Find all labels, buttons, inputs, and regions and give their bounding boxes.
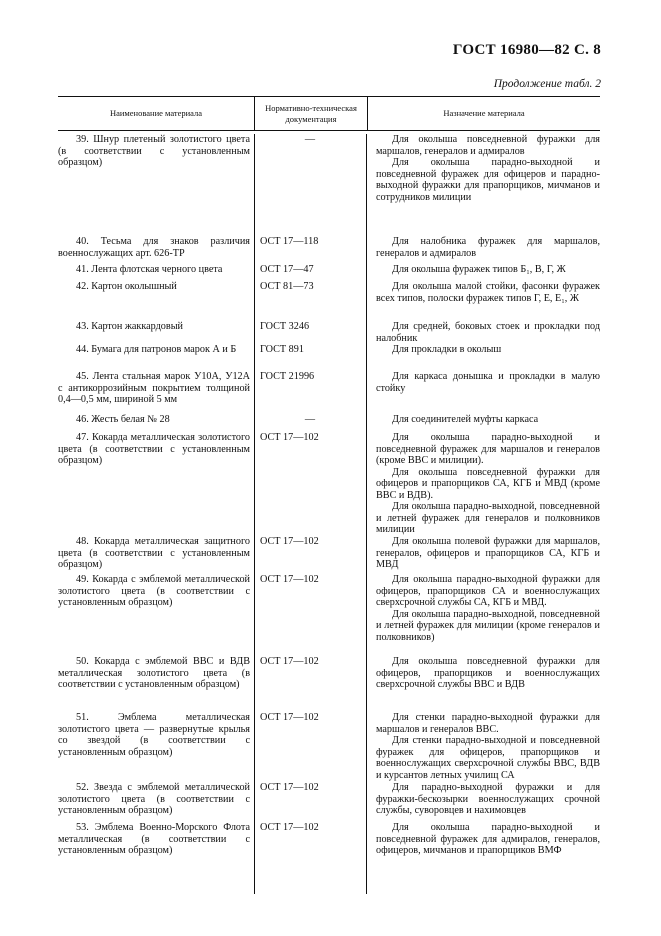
normative-doc-cell: ГОСТ 3246 [260,321,310,332]
material-name-cell: 42. Картон околышный [76,281,177,292]
purpose-cell [366,371,600,414]
material-name-cell: 48. Кокарда металлическая защитного цвета (в соответствии с установленным образцом) [58,536,250,570]
purpose-paragraph: Для средней, боковых стоек и прокладки под налобник [376,321,600,344]
purpose-paragraph: Для налобника фуражек для маршалов, генералов и адмиралов [376,236,600,259]
purpose-paragraph: Для околыша малой стойки, фасонки фуражек всех типов, полоски фуражек типов Г, Е, Е₁, Ж [376,281,600,304]
normative-doc-cell: ОСТ 17—102 [260,656,319,667]
table-continuation-label: Продолжение табл. 2 [493,78,601,90]
purpose-paragraph: Для прокладки в околыш [392,344,502,355]
purpose-cell [366,414,600,432]
column-header-purpose: Назначение материала [443,108,525,119]
purpose-cell [366,264,600,281]
purpose-cell [366,574,600,656]
purpose-paragraph: Для околыша парадно-выходной, повседневной и летней фуражек для милиции (кроме генералов и полковников) [376,608,600,643]
table-row [58,574,600,656]
material-name-cell: 53. Эмблема Военно-Морского Флота металлическая (в соответствии с установленным образцом) [58,822,250,856]
purpose-paragraph: Для стенки парадно-выходной фуражки для маршалов и генералов ВВС. [376,712,600,735]
purpose-paragraph: Для околыша парадно-выходной и повседневной фуражек для маршалов и генералов (кроме ВВС и милиции). [376,432,600,466]
table-row [58,134,600,236]
material-name-cell: 45. Лента стальная марок У10А, У12А с антикоррозийным покрытием толщиной 0,4—0,5 мм, шириной 5 мм [58,371,250,405]
table-row [58,712,600,782]
purpose-paragraph: Для каркаса донышка и прокладки в малую стойку [376,371,600,394]
purpose-paragraph: Для околыша повседневной фуражки для маршалов, генералов и адмиралов [376,134,600,157]
material-name-cell: 51. Эмблема металлическая золотистого цвета — развернутые крылья со звездой (в соответствии с установленным образцом) [58,712,250,758]
material-name-cell: 46. Жесть белая № 28 [76,414,170,425]
purpose-paragraph: Для соединителей муфты каркаса [392,414,539,425]
normative-doc-cell: ОСТ 17—47 [260,264,314,275]
purpose-paragraph: Для парадно-выходной фуражки и для фуражки-бескозырки военнослужащих срочной службы, суворовцев и нахимовцев [376,782,600,816]
normative-doc-cell: — [304,414,316,425]
table-row [58,321,600,344]
column-divider [254,134,255,894]
table-header [58,96,600,131]
normative-doc-cell: — [304,134,316,145]
purpose-paragraph: Для околыша повседневной фуражки для офицеров, прапорщиков и военнослужащих сверхсрочной службы ВВС и ВДВ [376,656,600,690]
table-row [58,344,600,371]
purpose-cell [366,432,600,536]
material-name-cell: 52. Звезда с эмблемой металлической золотистого цвета (в соответствии с установленным образцом) [58,782,250,816]
table-row [58,822,600,857]
material-name-cell: 41. Лента флотская черного цвета [76,264,223,275]
normative-doc-cell: ОСТ 17—102 [260,432,319,443]
purpose-cell [366,281,600,321]
column-divider [366,134,367,894]
materials-table [58,96,600,894]
normative-doc-cell: ГОСТ 891 [260,344,304,355]
purpose-paragraph: Для околыша парадно-выходной, повседневной и летней фуражек для генералов и полковников милиции [376,501,600,535]
purpose-cell [366,782,600,822]
table-row [58,782,600,822]
purpose-cell [366,536,600,574]
purpose-paragraph: Для околыша парадно-выходной и повседневной фуражек для адмиралов, генералов, офицеров, мичманов и прапорщиков ВМФ [376,822,600,856]
normative-doc-cell: ОСТ 17—102 [260,712,319,723]
page-reference: ГОСТ 16980—82 С. 8 [452,42,601,58]
purpose-cell [366,236,600,264]
material-name-cell: 50. Кокарда с эмблемой ВВС и ВДВ металлическая золотистого цвета (в соответствии с установленным образцом) [58,656,250,690]
table-row [58,264,600,281]
material-name-cell: 40. Тесьма для знаков различия военнослужащих арт. 626-ТР [58,236,250,259]
normative-doc-cell: ОСТ 17—102 [260,822,319,833]
normative-doc-cell: ОСТ 81—73 [260,281,314,292]
material-name-cell: 39. Шнур плетеный золотистого цвета (в соответствии с установленным образцом) [58,134,250,168]
table-row [58,281,600,321]
table-row [58,656,600,712]
normative-doc-cell: ОСТ 17—102 [260,536,319,547]
normative-doc-cell: ОСТ 17—102 [260,574,319,585]
normative-doc-cell: ГОСТ 21996 [260,371,315,382]
purpose-cell [366,134,600,236]
purpose-paragraph: Для околыша парадно-выходной фуражки для офицеров, прапорщиков СА и военнослужащих сверхсрочной службы СА, КГБ и МВД. [376,574,600,608]
purpose-paragraph: Для околыша парадно-выходной и повседневной фуражек для офицеров и парадно-выходной фуражки для прапорщиков, мичманов и сотрудников милиции [376,157,600,203]
material-name-cell: 49. Кокарда с эмблемой металлической золотистого цвета (в соответствии с установленным образцом) [58,574,250,608]
purpose-paragraph: Для стенки парадно-выходной и повседневной фуражек для офицеров, прапорщиков и военнослужащих сверхсрочной службы ВВС, ВДВ и курсантов летных училищ СА [376,735,600,781]
purpose-cell [366,656,600,712]
purpose-cell [366,344,600,371]
table-row [58,236,600,264]
column-header-normative-doc: Нормативно-техническая документация [255,97,368,130]
column-header-material-name: Наименование материала [58,97,255,130]
table-row [58,432,600,536]
material-name-cell: 43. Картон жаккардовый [76,321,184,332]
purpose-cell [366,822,600,857]
table-row [58,536,600,574]
purpose-cell [366,321,600,344]
table-body [58,134,600,894]
table-row [58,414,600,432]
material-name-cell: 44. Бумага для патронов марок А и Б [76,344,237,355]
purpose-paragraph: Для околыша фуражек типов Б₁, В, Г, Ж [392,264,566,275]
purpose-paragraph: Для околыша полевой фуражки для маршалов, генералов, офицеров и прапорщиков СА, КГБ и МВД [376,536,600,570]
normative-doc-cell: ОСТ 17—102 [260,782,319,793]
table-row [58,371,600,414]
purpose-paragraph: Для околыша повседневной фуражки для офицеров и прапорщиков СА, КГБ и МВД (кроме ВВС и ВДВ). [376,466,600,501]
material-name-cell: 47. Кокарда металлическая золотистого цвета (в соответствии с установленным образцом) [58,432,250,466]
normative-doc-cell: ОСТ 17—118 [260,236,319,247]
purpose-cell [366,712,600,782]
